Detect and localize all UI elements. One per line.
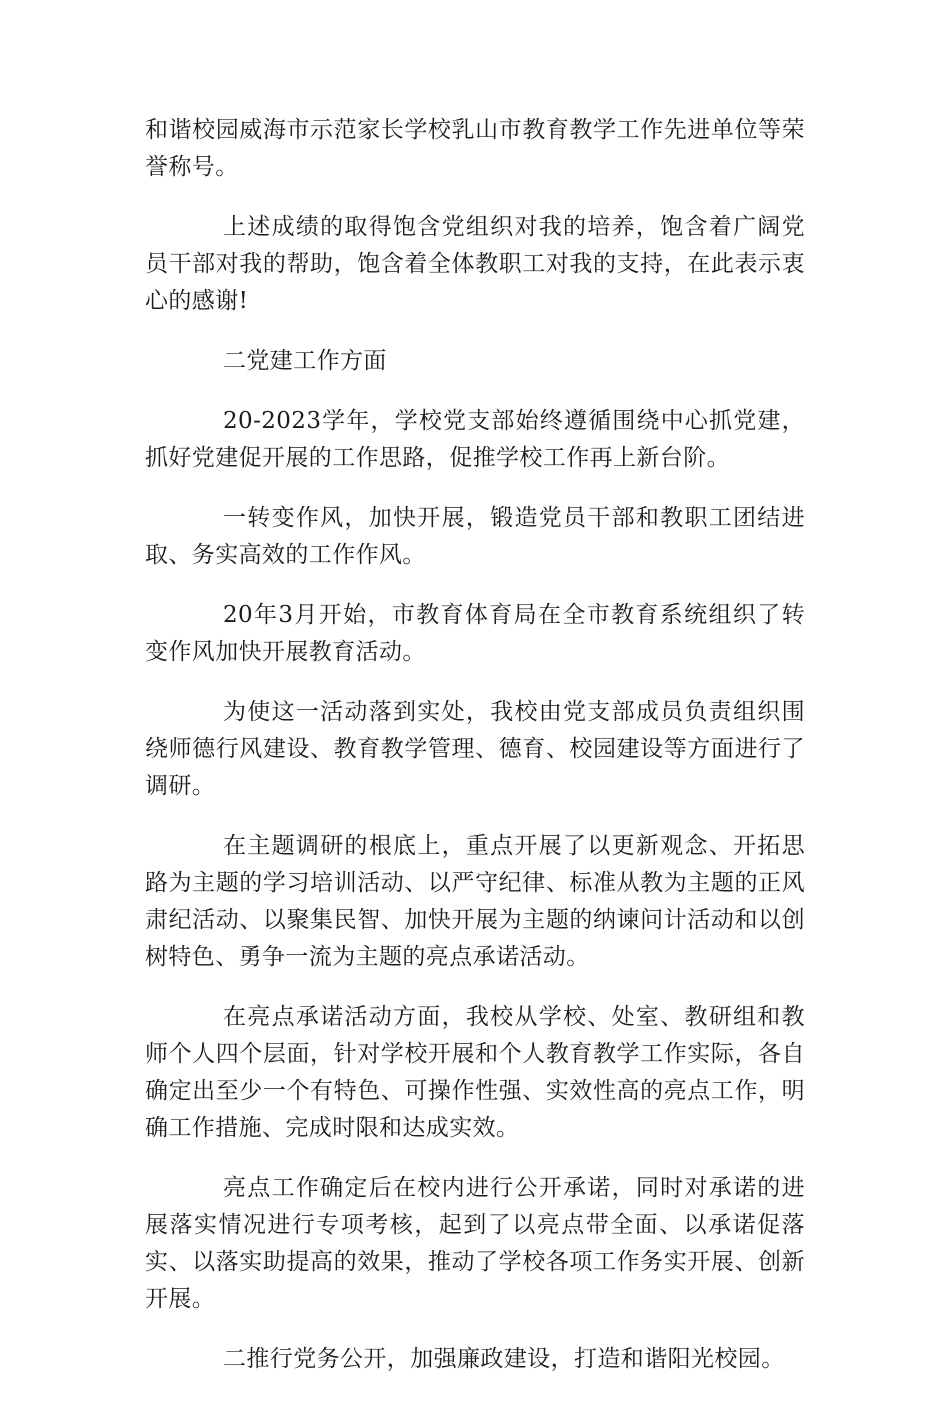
- section-heading-party-building: 二党建工作方面: [223, 348, 387, 374]
- paragraph-highlight-commitment: 在亮点承诺活动方面，我校从学校、处室、教研组和教师个人四个层面，针对学校开展和个人教育教学工作实际，各自确定出至少一个有特色、可操作性强、实效性高的亮点工作，明确工作措施、完成时限和达成实效。: [145, 1004, 805, 1141]
- paragraph-honors-continued: 和谐校园威海市示范家长学校乳山市教育教学工作先进单位等荣誉称号。: [145, 117, 805, 180]
- document-body: [145, 112, 805, 1401]
- paragraph-public-commitment: 亮点工作确定后在校内进行公开承诺，同时对承诺的进展落实情况进行专项考核，起到了以亮点带全面、以承诺促落实、以落实助提高的效果，推动了学校各项工作务实开展、创新开展。: [145, 1175, 805, 1312]
- paragraph-march-campaign: 20年3月开始，市教育体育局在全市教育系统组织了转变作风加快开展教育活动。: [145, 602, 805, 665]
- paragraph-thanks: 上述成绩的取得饱含党组织对我的培养，饱含着广阔党员干部对我的帮助，饱含着全体教职工对我的支持，在此表示衷心的感谢!: [145, 214, 805, 314]
- paragraph-school-year: 20-2023学年，学校党支部始终遵循围绕中心抓党建，抓好党建促开展的工作思路，促推学校工作再上新台阶。: [145, 408, 805, 471]
- paragraph-party-affairs-openness: 二推行党务公开，加强廉政建设，打造和谐阳光校园。: [223, 1346, 785, 1372]
- paragraph-themed-activities: 在主题调研的根底上，重点开展了以更新观念、开拓思路为主题的学习培训活动、以严守纪律、标准从教为主题的正风肃纪活动、以聚集民智、加快开展为主题的纳谏问计活动和以创树特色、勇争一流为主题的亮点承诺活动。: [145, 833, 805, 970]
- paragraph-work-style: 一转变作风，加快开展，锻造党员干部和教职工团结进取、务实高效的工作作风。: [145, 505, 805, 568]
- paragraph-research: 为使这一活动落到实处，我校由党支部成员负责组织围绕师德行风建设、教育教学管理、德育、校园建设等方面进行了调研。: [145, 699, 805, 799]
